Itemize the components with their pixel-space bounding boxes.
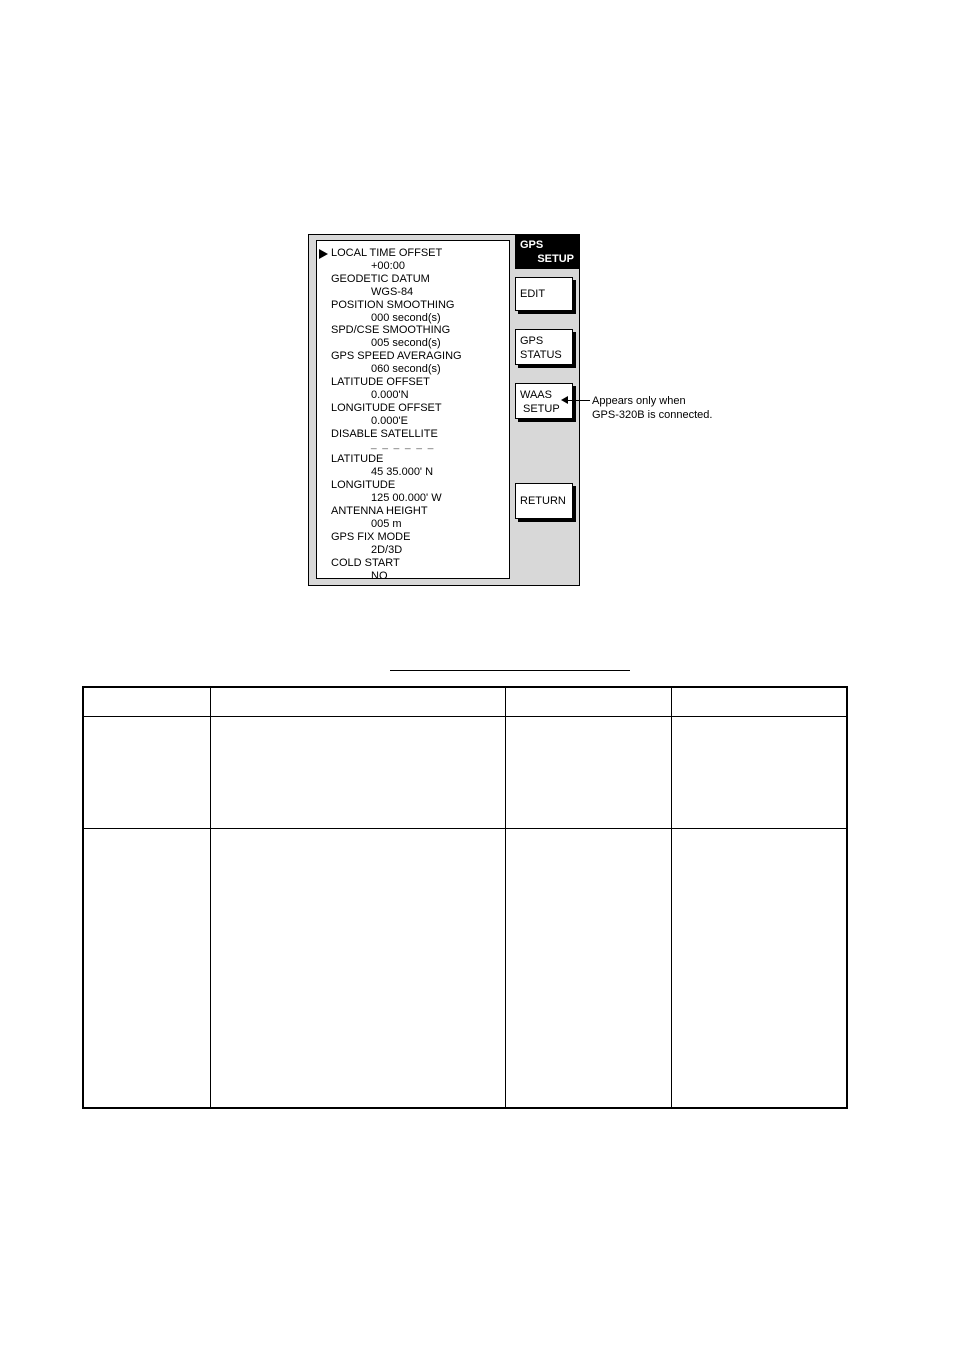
- menu-item-label: GPS FIX MODE: [331, 530, 411, 543]
- menu-item-value: WGS-84: [371, 285, 414, 298]
- waas-setup-label-line1: WAAS: [520, 389, 552, 401]
- menu-item-disable-satellite[interactable]: [317, 428, 509, 454]
- menu-item-value: 45 35.000' N: [371, 466, 434, 479]
- gps-status-label-line2: STATUS: [520, 349, 562, 361]
- gps-status-label-line1: GPS: [520, 335, 544, 347]
- menu-item-label: LOCAL TIME OFFSET: [331, 247, 443, 259]
- screen-title: [515, 235, 579, 269]
- menu-item-label: SPD/CSE SMOOTHING: [331, 324, 451, 337]
- menu-item-label: LATITUDE: [331, 453, 384, 466]
- waas-setup-label-line2: SETUP: [523, 403, 560, 415]
- menu-item-value: 125 00.000' W: [371, 492, 442, 505]
- menu-item-value: _ _ _ _ _ _: [371, 438, 435, 450]
- menu-item-antenna-height[interactable]: [317, 505, 509, 531]
- menu-item-value: NO: [371, 569, 388, 582]
- menu-item-value: 0.000'N: [371, 388, 409, 401]
- menu-list: [317, 247, 509, 582]
- gps-setup-screen: [308, 234, 580, 586]
- table-row-divider: [84, 828, 846, 829]
- gps-status-button[interactable]: [515, 329, 573, 365]
- menu-item-cold-start[interactable]: [317, 557, 509, 583]
- menu-item-position-smoothing[interactable]: [317, 299, 509, 325]
- callout-line1: Appears only when: [592, 395, 686, 407]
- edit-button[interactable]: [515, 277, 573, 311]
- callout-line2: GPS-320B is connected.: [592, 409, 713, 421]
- menu-item-geodetic-datum[interactable]: [317, 273, 509, 299]
- screen-title-line1: GPS: [520, 239, 544, 251]
- menu-item-latitude[interactable]: [317, 453, 509, 479]
- menu-item-local-time-offset[interactable]: [317, 247, 509, 273]
- menu-item-longitude[interactable]: [317, 479, 509, 505]
- edit-button-label: EDIT: [520, 288, 546, 300]
- table-header-divider: [84, 716, 846, 717]
- menu-item-label: LONGITUDE OFFSET: [331, 401, 442, 414]
- menu-item-value: 005 m: [371, 517, 402, 530]
- menu-item-label: GEODETIC DATUM: [331, 272, 430, 285]
- screen-title-line2: SETUP: [537, 253, 574, 265]
- cursor-arrow-icon: [319, 249, 328, 259]
- waas-callout-note: [592, 394, 712, 422]
- menu-item-value: +00:00: [371, 260, 405, 272]
- menu-item-label: LONGITUDE: [331, 479, 396, 492]
- menu-item-value: 0.000'E: [371, 414, 408, 427]
- menu-item-label: LATITUDE OFFSET: [331, 375, 430, 388]
- menu-item-value: 060 second(s): [371, 363, 441, 376]
- menu-item-label: COLD START: [331, 556, 400, 569]
- menu-item-value: 2D/3D: [371, 543, 403, 556]
- menu-item-gps-fix-mode[interactable]: [317, 531, 509, 557]
- table-column-divider: [671, 688, 672, 1107]
- return-button-label: RETURN: [520, 495, 566, 507]
- info-table: [82, 686, 848, 1109]
- menu-item-latitude-offset[interactable]: [317, 376, 509, 402]
- return-button[interactable]: [515, 483, 573, 519]
- menu-item-label: GPS SPEED AVERAGING: [331, 350, 462, 363]
- menu-item-value: 005 second(s): [371, 337, 441, 350]
- menu-item-longitude-offset[interactable]: [317, 402, 509, 428]
- menu-item-gps-speed-averaging[interactable]: [317, 350, 509, 376]
- table-column-divider: [505, 688, 506, 1107]
- menu-item-label: DISABLE SATELLITE: [331, 427, 438, 440]
- menu-item-value: 000 second(s): [371, 311, 441, 324]
- table-heading-underline: [390, 670, 630, 671]
- menu-item-label: POSITION SMOOTHING: [331, 298, 455, 311]
- table-column-divider: [210, 688, 211, 1107]
- gps-setup-menu: [316, 240, 510, 582]
- menu-item-spd-cse-smoothing[interactable]: [317, 324, 509, 350]
- callout-leader-line: [566, 400, 590, 401]
- menu-item-label: ANTENNA HEIGHT: [331, 504, 428, 517]
